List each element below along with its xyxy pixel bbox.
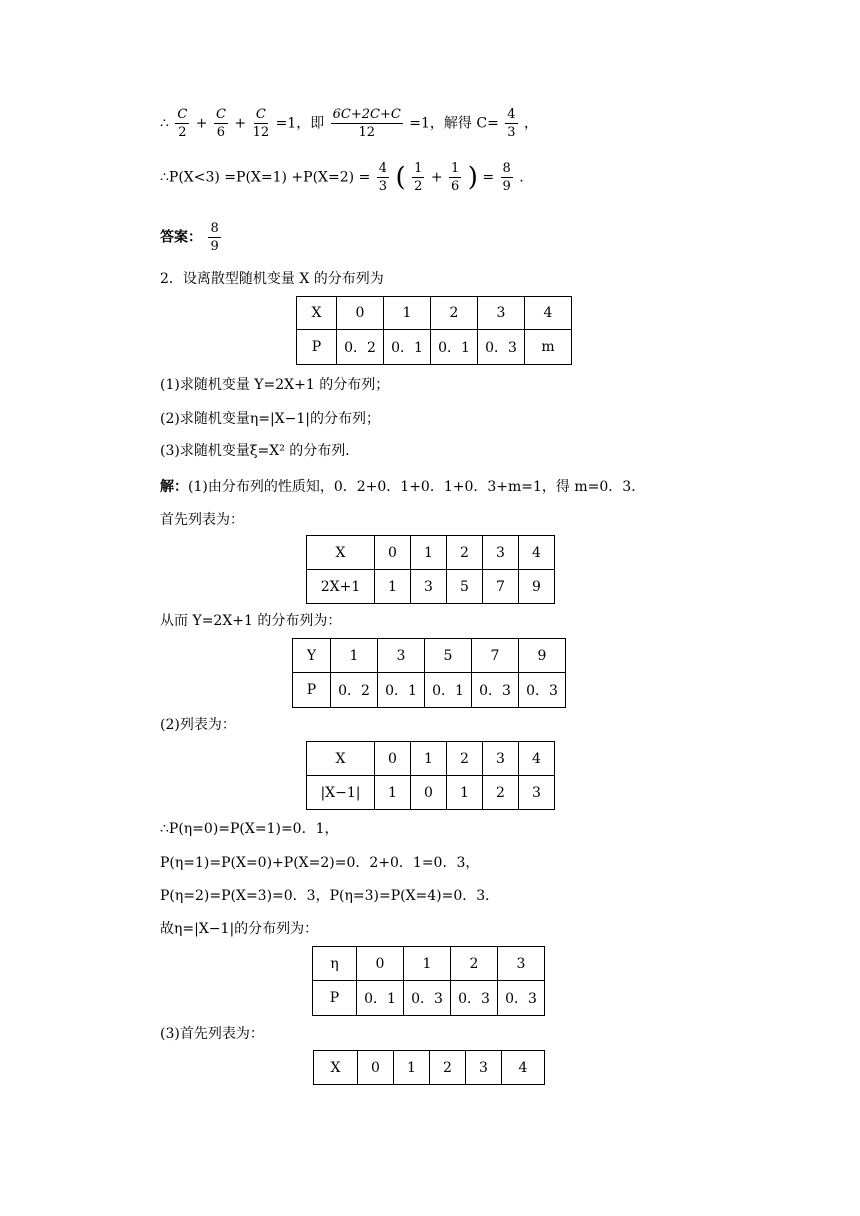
table-cell: 0．2 <box>337 330 384 365</box>
equation-eta-2-3: P(η=2)=P(X=3)=0．3，P(η=3)=P(X=4)=0．3． <box>160 888 500 904</box>
table-cell: 1 <box>375 570 411 604</box>
table-row <box>297 330 572 365</box>
fraction-sum-over-12: $\frac{6C+2C+C}{12}$ <box>332 107 401 140</box>
table-cell: 0．3 <box>451 981 498 1016</box>
answer-label: 答案： <box>160 229 202 246</box>
table-cell: 0．3 <box>478 330 525 365</box>
table-cell: 3 <box>411 570 447 604</box>
table-cell: 0 <box>358 1051 394 1085</box>
table-cell: 0．1 <box>384 330 431 365</box>
table-cell: 5 <box>425 639 472 673</box>
solution-label: 解： <box>160 479 188 495</box>
table-eta-distribution <box>312 946 545 1016</box>
table-cell: X <box>297 297 337 330</box>
table-cell: 4 <box>525 297 572 330</box>
table-cell: P <box>297 330 337 365</box>
table-cell: P <box>313 981 357 1016</box>
table-cell: 1 <box>411 742 447 776</box>
y-distribution-intro: 从而 Y=2X+1 的分布列为： <box>160 613 342 629</box>
table-x-to-x-squared <box>313 1050 545 1085</box>
table-row <box>307 776 555 810</box>
table-cell: X <box>307 742 375 776</box>
table-row <box>307 570 555 604</box>
table-cell: 0．3 <box>404 981 451 1016</box>
table-x-to-2x-plus-1 <box>306 535 555 604</box>
table-cell: 7 <box>472 639 519 673</box>
fraction-c-over-6: $\frac{C}{6}$ <box>215 107 226 140</box>
question-3: (3)求随机变量ξ=X² 的分布列． <box>160 443 360 459</box>
answer-line <box>160 222 223 253</box>
table-cell: X <box>314 1051 358 1085</box>
table-cell: 0．1 <box>431 330 478 365</box>
table-cell: 3 <box>478 297 525 330</box>
table-cell: P <box>293 673 331 708</box>
table-cell: 1 <box>411 536 447 570</box>
table-cell: 3 <box>483 536 519 570</box>
table-cell: 0．3 <box>472 673 519 708</box>
equation-eta-0: ∴P(η=0)=P(X=1)=0．1， <box>160 821 339 837</box>
table-cell: 4 <box>519 742 555 776</box>
table-cell: 0．1 <box>425 673 472 708</box>
table-row <box>314 1051 545 1085</box>
table-cell: 0 <box>337 297 384 330</box>
table-x-to-abs-x-minus-1 <box>306 741 555 810</box>
table-cell: 5 <box>447 570 483 604</box>
fraction-1-over-2: $\frac{1}{2}$ <box>414 161 423 194</box>
part-2-intro: (2)列表为： <box>160 717 236 733</box>
table-cell: 2 <box>430 1051 466 1085</box>
fraction-4-over-3: $\frac{4}{3}$ <box>507 107 516 140</box>
table-cell: 0．1 <box>357 981 404 1016</box>
table-cell: 9 <box>519 639 566 673</box>
table-cell: 0．3 <box>498 981 545 1016</box>
fraction-1-over-6: $\frac{1}{6}$ <box>451 161 460 194</box>
table-y-distribution <box>292 638 566 708</box>
table-cell: 1 <box>394 1051 430 1085</box>
table-cell: 3 <box>483 742 519 776</box>
table-cell: 1 <box>384 297 431 330</box>
table-cell: 2 <box>483 776 519 810</box>
table-row <box>297 297 572 330</box>
table-cell: 2 <box>451 947 498 981</box>
table-cell: η <box>313 947 357 981</box>
table-cell: 2 <box>431 297 478 330</box>
table-cell: 0．2 <box>331 673 378 708</box>
table-row <box>293 639 566 673</box>
table-row <box>313 981 545 1016</box>
fraction-c-over-12: $\frac{C}{12}$ <box>252 107 270 140</box>
table-cell: 0．3 <box>519 673 566 708</box>
eta-distribution-intro: 故η=|X−1|的分布列为： <box>160 921 319 937</box>
answer-fraction: $\frac{8}{9}$ <box>210 221 219 254</box>
table-cell: 3 <box>498 947 545 981</box>
fraction-c-over-2: $\frac{C}{2}$ <box>177 107 188 140</box>
table-cell: 1 <box>404 947 451 981</box>
table-cell: Y <box>293 639 331 673</box>
distribution-table-x <box>296 296 572 365</box>
table-cell: 0 <box>375 742 411 776</box>
table-cell: 3 <box>519 776 555 810</box>
part-3-intro: (3)首先列表为： <box>160 1026 264 1042</box>
table-cell: 4 <box>502 1051 545 1085</box>
table-cell: 0 <box>357 947 404 981</box>
table-cell: 7 <box>483 570 519 604</box>
table-cell: m <box>525 330 572 365</box>
question-1: (1)求随机变量 Y=2X+1 的分布列； <box>160 377 390 393</box>
therefore-symbol: ∴ <box>160 115 169 132</box>
table-row <box>307 536 555 570</box>
table-cell: 3 <box>378 639 425 673</box>
table-cell: 3 <box>466 1051 502 1085</box>
table-cell: 1 <box>331 639 378 673</box>
table-cell: 9 <box>519 570 555 604</box>
fraction-4-over-3-b: $\frac{4}{3}$ <box>378 161 388 194</box>
question-2: (2)求随机变量η=|X−1|的分布列； <box>160 411 380 427</box>
table-cell: 0 <box>411 776 447 810</box>
derivation-line-2: ∴P(X<3) =P(X=1) +P(X=2) = $\frac{4}{3}$ ( $\frac{1}{2}$ + $\frac{1}{6}$ ) = $\frac{8}{9}$ . <box>160 161 524 194</box>
first-list-intro: 首先列表为： <box>160 512 244 528</box>
derivation-line-1: ∴ $\frac{C}{2}$ + $\frac{C}{6}$ + $\frac{C}{12}$ =1，即 $\frac{6C+2C+C}{12}$ =1，解得 C= $\frac{4}{3}$ ， <box>160 107 538 140</box>
fraction-8-over-9: $\frac{8}{9}$ <box>502 161 511 194</box>
table-cell: 2 <box>447 742 483 776</box>
table-cell: X <box>307 536 375 570</box>
table-row <box>307 742 555 776</box>
table-cell: 1 <box>447 776 483 810</box>
table-cell: 1 <box>375 776 411 810</box>
table-cell: 0．1 <box>378 673 425 708</box>
problem-2-intro: 2．设离散型随机变量 X 的分布列为 <box>160 271 384 287</box>
equation-eta-1: P(η=1)=P(X=0)+P(X=2)=0．2+0．1=0．3， <box>160 855 480 871</box>
table-cell: |X−1| <box>307 776 375 810</box>
table-row <box>293 673 566 708</box>
table-cell: 0 <box>375 536 411 570</box>
table-row <box>313 947 545 981</box>
table-cell: 2X+1 <box>307 570 375 604</box>
table-cell: 4 <box>519 536 555 570</box>
solution-part-1: 解：(1)由分布列的性质知，0．2+0．1+0．1+0．3+m=1，得 m=0．3． <box>160 479 646 495</box>
table-cell: 2 <box>447 536 483 570</box>
